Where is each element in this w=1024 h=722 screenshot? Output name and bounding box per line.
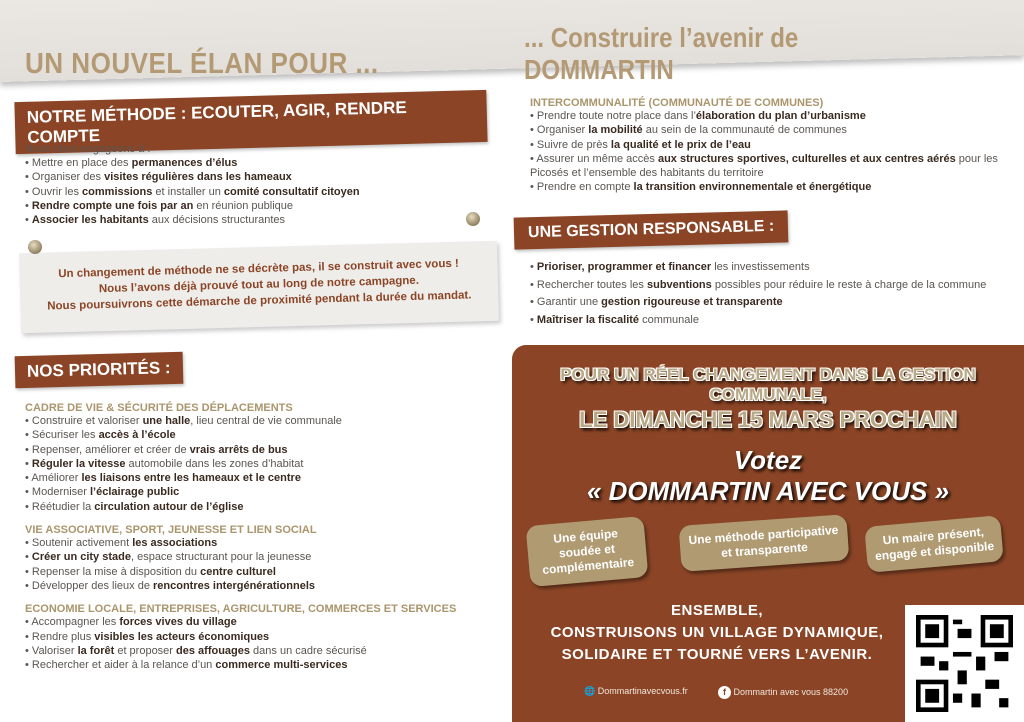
list-item [25, 199, 495, 213]
priority-list [25, 536, 505, 593]
list-item [25, 615, 505, 629]
text: dans un cadre sécurisé [250, 644, 367, 657]
text: Construire et valoriser [31, 415, 143, 427]
right-title: ... Construire l’avenir de DOMMARTIN [524, 22, 799, 85]
bold-text: vrais arrêts de bus [189, 443, 288, 456]
text: Repenser, améliorer et créer de [31, 443, 190, 456]
bold-text: Maîtriser la fiscalité [536, 313, 640, 326]
note-line: Nous l’avons déjà prouvé tout au long de notre campagne. [98, 274, 420, 296]
text: Rendre plus [31, 630, 95, 643]
text: Organiser des [31, 171, 105, 184]
list-item [530, 138, 1010, 152]
ensemble-slogan [522, 600, 912, 666]
panel-line1: POUR UN RÉEL CHANGEMENT DANS LA GESTION COMMUNALE, [560, 365, 976, 404]
bold-text: comité consultatif citoyen [223, 185, 360, 198]
list-item [25, 536, 505, 550]
list-item [25, 658, 505, 672]
priority-section-title: CADRE DE VIE & SÉCURITÉ DES DÉPLACEMENTS [25, 402, 293, 414]
list-item [530, 294, 1020, 312]
list-item [530, 277, 1020, 295]
list-item [25, 550, 505, 564]
priority-list [25, 414, 505, 514]
text: , lieu central de vie communale [190, 415, 342, 427]
bold-text: les associations [132, 537, 218, 550]
text: Prendre toute notre place dans l’ [536, 110, 696, 122]
bold-text: Associer les habitants [31, 214, 149, 227]
bold-text: gestion rigoureuse et transparente [601, 296, 783, 308]
list-item [25, 156, 495, 170]
bold-text: l’éclairage public [90, 486, 180, 499]
text: Rechercher et aider à la relance d’un [31, 659, 216, 672]
bold-text: centre culturel [200, 565, 276, 578]
list-item [530, 180, 1010, 194]
method-note [19, 241, 499, 333]
list-item [25, 170, 495, 184]
list-item [25, 565, 505, 579]
left-title: UN NOUVEL ÉLAN POUR ... [25, 48, 379, 80]
intercommunalite-list [530, 109, 1010, 195]
list-item [25, 428, 505, 442]
bold-text: aux structures sportives, culturelles et aux centres aérés [657, 152, 956, 165]
bold-text: circulation autour de l’église [94, 500, 244, 513]
qr-code [905, 605, 1024, 722]
text: Suivre de près [536, 138, 611, 151]
bold-text: subventions [646, 278, 712, 291]
bold-text: Rendre compte une fois par an [31, 199, 194, 212]
text: Repenser la mise à disposition du [31, 565, 201, 578]
priority-list [25, 615, 505, 672]
bold-text: la transition environnementale et énergétique [633, 181, 872, 194]
text: , espace structurant pour la jeunesse [130, 551, 312, 564]
gestion-heading: UNE GESTION RESPONSABLE : [514, 210, 789, 249]
list-item [530, 152, 1010, 181]
bold-text: forces vives du village [119, 616, 237, 629]
list-item [25, 500, 505, 514]
bold-text: accès à l’école [98, 429, 176, 442]
facebook-link[interactable] [718, 686, 848, 699]
list-item [530, 123, 1010, 137]
bold-text: la mobilité [588, 124, 643, 137]
list-item [25, 185, 495, 199]
text: les investissements [711, 261, 810, 273]
website-link[interactable] [584, 686, 688, 697]
list-item [530, 259, 1020, 277]
vote-panel [512, 345, 1024, 722]
text: Organiser [536, 124, 589, 137]
text: en réunion publique [193, 199, 293, 212]
note-line: Nous poursuivrons cette démarche de proximité pendant la durée du mandat. [47, 289, 472, 313]
pill-equipe: Une équipe soudée et complémentaire [526, 516, 649, 587]
text: Soutenir activement [31, 537, 133, 550]
bold-text: des affouages [176, 644, 250, 657]
text: et proposer [114, 644, 177, 657]
pill-methode: Une méthode participative et transparente [679, 514, 850, 572]
priority-section-title: ECONOMIE LOCALE, ENTREPRISES, AGRICULTURE, COMMERCES ET SERVICES [25, 603, 457, 616]
slogan-line: SOLIDAIRE ET TOURNÉ VERS L’AVENIR. [561, 646, 873, 663]
list-item [530, 312, 1020, 330]
bold-text: rencontres intergénérationnels [153, 579, 315, 592]
slogan-line: ENSEMBLE, [670, 602, 763, 619]
bold-text: visites régulières dans les hameaux [104, 171, 292, 184]
methode-heading: NOTRE MÉTHODE : ECOUTER, AGIR, RENDRE COMPTE [14, 90, 487, 154]
bold-text: la qualité et le prix de l’eau [610, 138, 751, 151]
text: Développer des lieux de [31, 579, 153, 592]
priorites-heading: NOS PRIORITÉS : [15, 352, 183, 388]
slogan-line: CONSTRUISONS UN VILLAGE DYNAMIQUE, [550, 624, 884, 641]
text: Assurer un même accès [536, 152, 658, 165]
text: automobile dans les zones d’habitat [125, 457, 304, 470]
text: Mettre en place des [31, 157, 132, 169]
note-line: Un changement de méthode ne se décrète pas, il se construit avec vous ! [58, 257, 459, 281]
list-item [25, 579, 505, 593]
text: Réétudier la [31, 500, 95, 513]
pushpin-icon [466, 212, 480, 226]
text: Valoriser [31, 644, 78, 657]
facebook-text: Dommartin avec vous 88200 [733, 687, 849, 697]
qr-code-icon [915, 615, 1014, 712]
text: pour les Picosés et l’ensemble des habitants du territoire [530, 152, 998, 180]
text: aux décisions structurantes [148, 214, 286, 227]
bold-text: une halle [142, 415, 191, 427]
methode-intro: Nous nous engageons à : [25, 143, 151, 155]
text: Rechercher toutes les [536, 278, 647, 291]
text: Garantir une [536, 296, 602, 308]
bold-text: élaboration du plan d’urbanisme [695, 110, 866, 122]
votez-label: Votez [733, 445, 803, 475]
methode-list [25, 156, 495, 227]
bold-text: Réguler la vitesse [31, 457, 126, 470]
bold-text: permanences d’élus [131, 157, 238, 169]
pill-maire: Un maire présent, engagé et disponible [864, 515, 1003, 573]
priorites-sections [25, 392, 505, 672]
list-name: « DOMMARTIN AVEC VOUS » [586, 476, 950, 506]
list-item [25, 485, 505, 499]
list-item [25, 414, 505, 428]
website-text: Dommartinavecvous.fr [597, 686, 688, 696]
list-item [25, 644, 505, 658]
text: au sein de la communauté de communes [642, 124, 847, 137]
text: et installer un [152, 185, 224, 198]
bold-text: visibles les acteurs économiques [94, 630, 270, 643]
bold-text: la forêt [77, 644, 115, 657]
priority-section-title: VIE ASSOCIATIVE, SPORT, JEUNESSE ET LIEN SOCIAL [25, 524, 317, 537]
panel-date: LE DIMANCHE 15 MARS PROCHAIN [579, 407, 957, 432]
bold-text: commerce multi-services [215, 659, 348, 672]
bold-text: commissions [82, 185, 153, 198]
text: Moderniser [31, 486, 90, 499]
text: Sécuriser les [31, 429, 99, 442]
list-item [530, 109, 1010, 123]
text: Améliorer [31, 472, 82, 485]
facebook-icon: f [718, 686, 731, 699]
text: Prendre en compte [536, 181, 634, 194]
gestion-list [530, 259, 1020, 329]
text: Accompagner les [31, 616, 120, 629]
list-item [25, 213, 495, 227]
list-item [25, 630, 505, 644]
intercommunalite-title: INTERCOMMUNALITÉ (COMMUNAUTÉ DE COMMUNES) [530, 97, 824, 109]
text: Ouvrir les [31, 185, 83, 198]
text: possibles pour réduire le reste à charge de la commune [711, 278, 987, 291]
list-item [25, 471, 505, 485]
bold-text: Prioriser, programmer et financer [536, 261, 712, 273]
text: communale [639, 313, 699, 326]
bold-text: Créer un city stade [31, 551, 131, 564]
list-item [25, 443, 505, 457]
bold-text: les liaisons entre les hameaux et le centre [81, 472, 301, 485]
globe-icon: 🌐 [584, 686, 598, 696]
pushpin-icon [28, 240, 42, 254]
list-item [25, 457, 505, 471]
